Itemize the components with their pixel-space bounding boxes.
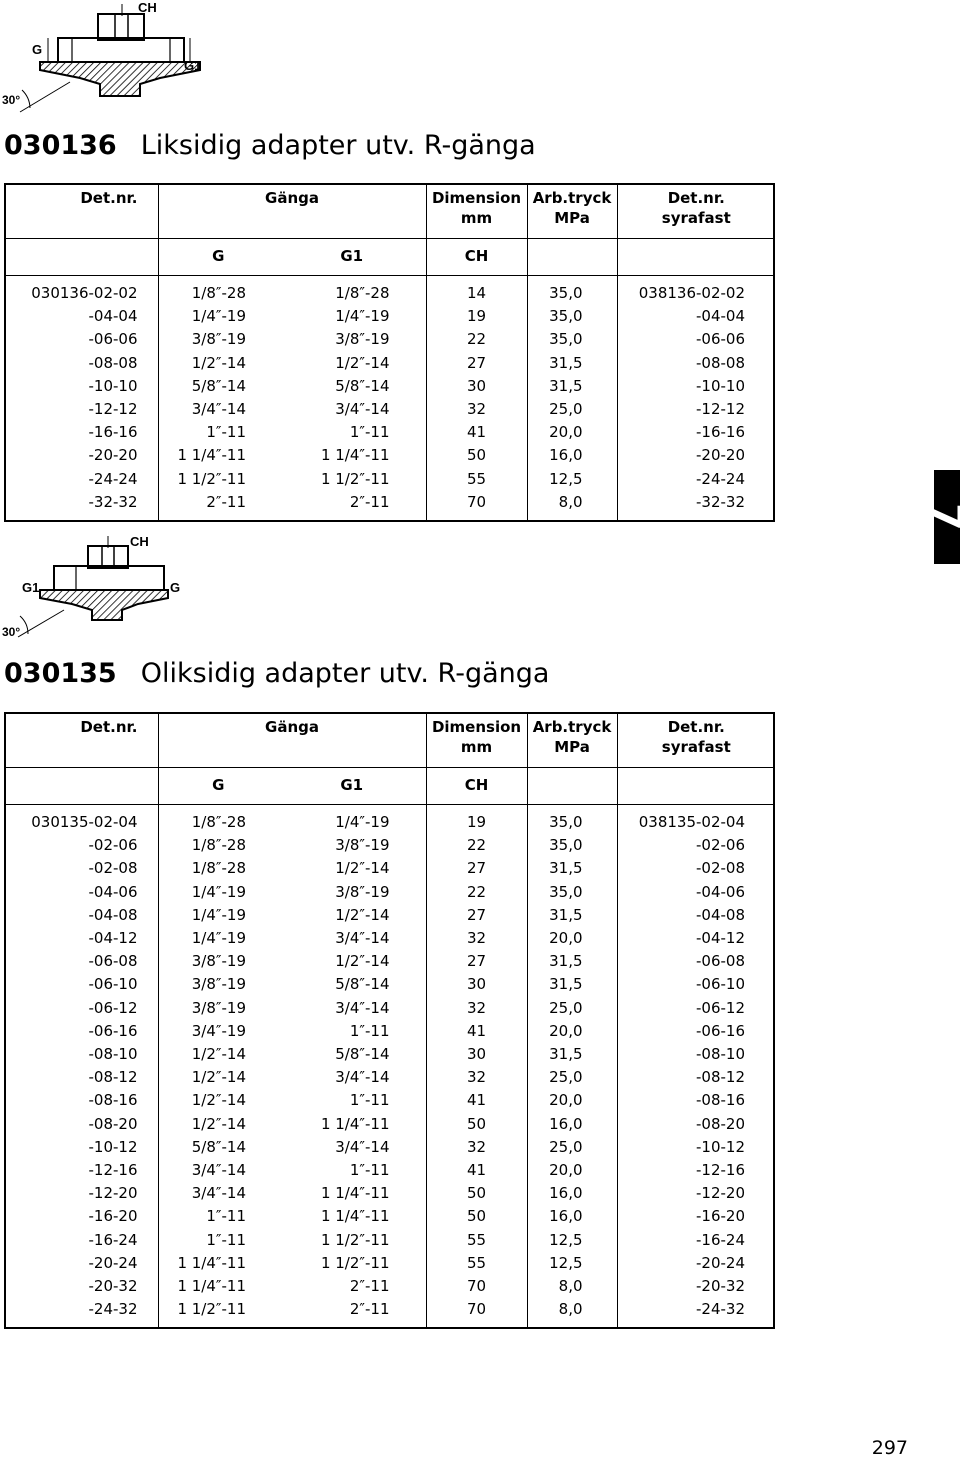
cell-detnr: -06-16 [6, 1020, 158, 1043]
cell-g1: 3/4″-14 [278, 1136, 426, 1159]
subheader-ch: CH [426, 768, 527, 805]
cell-g1: 1″-11 [278, 421, 426, 444]
cell-detnr-syrafast: 038135-02-04 [638, 813, 746, 831]
cell-ch: 50 [426, 1205, 527, 1228]
cell-arbtryck: 8,0 [527, 491, 617, 514]
cell-g1: 1/2″-14 [278, 904, 426, 927]
table-row [6, 1205, 775, 1228]
table-row [6, 328, 775, 351]
table-030136 [4, 183, 775, 522]
section-title-030135 [4, 658, 549, 689]
section-code: 030135 [4, 658, 117, 689]
cell-detnr: -04-08 [6, 904, 158, 927]
cell-g1: 2″-11 [278, 1298, 426, 1321]
cell-g: 1 1/4″-11 [177, 446, 246, 465]
cell-detnr-syrafast: -16-16 [696, 423, 746, 442]
cell-g1: 1 1/4″-11 [278, 444, 426, 467]
cell-g: 3/8″-19 [191, 330, 246, 349]
header-dimension: Dimension mm [426, 714, 527, 768]
g1-label: G1 [22, 580, 40, 595]
table-row [6, 491, 775, 514]
cell-detnr: -20-20 [6, 444, 158, 467]
cell-detnr-syrafast: -10-10 [696, 376, 746, 395]
cell-arbtryck: 25,0 [527, 1066, 617, 1089]
cell-detnr-syrafast: -12-20 [696, 1184, 746, 1203]
cell-ch: 19 [426, 305, 527, 328]
ch-label: CH [130, 534, 149, 549]
cell-arbtryck: 20,0 [527, 1089, 617, 1112]
cell-g: 1″-11 [206, 1207, 246, 1226]
section-name: Oliksidig adapter utv. R-gänga [140, 658, 550, 689]
g1-label: G1 [184, 58, 202, 73]
cell-g1: 1″-11 [278, 1089, 426, 1112]
header-detnr: Det.nr. [6, 185, 158, 239]
cell-arbtryck: 31,5 [527, 1043, 617, 1066]
cell-ch: 41 [426, 1159, 527, 1182]
cell-ch: 50 [426, 1182, 527, 1205]
cell-g: 1/4″-19 [191, 929, 246, 948]
cell-ch: 70 [426, 1275, 527, 1298]
cell-g1: 1 1/4″-11 [278, 1113, 426, 1136]
cell-ch: 30 [426, 375, 527, 398]
cell-detnr: -06-08 [6, 950, 158, 973]
cell-detnr-syrafast: -32-32 [696, 492, 746, 511]
cell-g1: 2″-11 [278, 491, 426, 514]
section-name: Liksidig adapter utv. R-gänga [140, 130, 536, 161]
cell-arbtryck: 12,5 [527, 468, 617, 491]
cell-detnr: -08-16 [6, 1089, 158, 1112]
cell-g1: 3/8″-19 [278, 328, 426, 351]
cell-arbtryck: 12,5 [527, 1252, 617, 1275]
cell-g: 5/8″-14 [191, 376, 246, 395]
header-ganga: Gänga [158, 714, 426, 768]
cell-ch: 19 [426, 811, 527, 834]
cell-g: 1/8″-28 [191, 284, 246, 302]
cell-detnr: -04-06 [6, 881, 158, 904]
cell-arbtryck: 35,0 [527, 811, 617, 834]
cell-arbtryck: 20,0 [527, 1159, 617, 1182]
cell-detnr-syrafast: -04-12 [696, 929, 746, 948]
subheader-g: G [158, 239, 278, 276]
cell-detnr: -32-32 [6, 491, 158, 514]
table-row [6, 444, 775, 467]
cell-g: 1/2″-14 [191, 1045, 246, 1064]
cell-ch: 55 [426, 1252, 527, 1275]
table-row [6, 973, 775, 996]
cell-arbtryck: 16,0 [527, 1205, 617, 1228]
cell-arbtryck: 35,0 [527, 834, 617, 857]
cell-arbtryck: 31,5 [527, 950, 617, 973]
table-row [6, 857, 775, 880]
cell-arbtryck: 12,5 [527, 1229, 617, 1252]
cell-detnr: -16-24 [6, 1229, 158, 1252]
cell-ch: 70 [426, 491, 527, 514]
cell-arbtryck: 31,5 [527, 352, 617, 375]
cell-g: 3/8″-19 [191, 975, 246, 994]
cell-detnr-syrafast: -04-08 [696, 905, 746, 924]
cell-detnr-syrafast: -16-20 [696, 1207, 746, 1226]
table-row [6, 1229, 775, 1252]
cell-arbtryck: 31,5 [527, 904, 617, 927]
table-row [6, 375, 775, 398]
cell-detnr-syrafast: -16-24 [696, 1230, 746, 1249]
cell-detnr-syrafast: -20-32 [696, 1277, 746, 1296]
ch-label: CH [138, 0, 157, 15]
cell-g1: 3/8″-19 [278, 834, 426, 857]
cell-g: 1 1/2″-11 [177, 1300, 246, 1319]
cell-g: 3/4″-14 [191, 1184, 246, 1203]
cell-ch: 32 [426, 1066, 527, 1089]
cell-detnr-syrafast: -08-16 [696, 1091, 746, 1110]
cell-detnr: -24-24 [6, 468, 158, 491]
cell-detnr: -08-20 [6, 1113, 158, 1136]
cell-g1: 2″-11 [278, 1275, 426, 1298]
cell-ch: 55 [426, 1229, 527, 1252]
cell-arbtryck: 20,0 [527, 927, 617, 950]
cell-g1: 1/2″-14 [278, 857, 426, 880]
adapter-drawing-030135 [0, 532, 180, 642]
cell-detnr-syrafast: -24-24 [696, 469, 746, 488]
cell-g1: 1 1/4″-11 [278, 1205, 426, 1228]
cell-ch: 22 [426, 834, 527, 857]
table-row [6, 1113, 775, 1136]
header-arbtryck: Arb.tryck MPa [527, 714, 617, 768]
table-row [6, 305, 775, 328]
cell-g: 1/4″-19 [191, 307, 246, 326]
cell-detnr: 030135-02-04 [6, 811, 158, 834]
cell-detnr-syrafast: -08-10 [696, 1045, 746, 1064]
cell-detnr: -06-06 [6, 328, 158, 351]
header-detnr-syrafast: Det.nr. syrafast [661, 718, 731, 756]
cell-arbtryck: 25,0 [527, 398, 617, 421]
cell-g: 1 1/4″-11 [177, 1253, 246, 1272]
cell-g1: 5/8″-14 [278, 1043, 426, 1066]
cell-detnr: -08-12 [6, 1066, 158, 1089]
table-030135 [4, 712, 775, 1329]
cell-detnr: -04-04 [6, 305, 158, 328]
table-row [6, 927, 775, 950]
cell-detnr-syrafast: -12-16 [696, 1161, 746, 1180]
table-row [6, 811, 775, 834]
cell-arbtryck: 25,0 [527, 1136, 617, 1159]
table-row [6, 997, 775, 1020]
cell-g: 1/2″-14 [191, 353, 246, 372]
cell-g: 1/8″-28 [191, 859, 246, 878]
cell-ch: 70 [426, 1298, 527, 1321]
cell-arbtryck: 16,0 [527, 444, 617, 467]
cell-ch: 27 [426, 904, 527, 927]
cell-detnr: -12-16 [6, 1159, 158, 1182]
chapter-tab: 7 [934, 470, 960, 564]
cell-arbtryck: 35,0 [527, 282, 617, 305]
cell-g: 1/4″-19 [191, 905, 246, 924]
cell-detnr-syrafast: -12-12 [696, 400, 746, 419]
cell-g: 1/2″-14 [191, 1068, 246, 1087]
cell-g: 1/2″-14 [191, 1091, 246, 1110]
header-ganga: Gänga [158, 185, 426, 239]
cell-g: 1/2″-14 [191, 1114, 246, 1133]
cell-detnr-syrafast: -10-12 [696, 1137, 746, 1156]
cell-detnr: -06-12 [6, 997, 158, 1020]
subheader-ch: CH [426, 239, 527, 276]
cell-detnr: -10-12 [6, 1136, 158, 1159]
cell-g1: 1/2″-14 [278, 352, 426, 375]
cell-detnr: -10-10 [6, 375, 158, 398]
cell-detnr: -20-24 [6, 1252, 158, 1275]
cell-ch: 41 [426, 421, 527, 444]
cell-g: 3/4″-14 [191, 400, 246, 419]
cell-detnr: -08-08 [6, 352, 158, 375]
cell-detnr-syrafast: -06-16 [696, 1021, 746, 1040]
cell-ch: 27 [426, 352, 527, 375]
cell-g: 1/8″-28 [191, 813, 246, 831]
cell-ch: 14 [426, 282, 527, 305]
cell-g: 2″-11 [206, 492, 246, 511]
table-row [6, 468, 775, 491]
header-detnr-syrafast: Det.nr. syrafast [661, 189, 731, 227]
cell-ch: 41 [426, 1020, 527, 1043]
cell-g1: 3/4″-14 [278, 398, 426, 421]
cell-g1: 1″-11 [278, 1159, 426, 1182]
cell-detnr-syrafast: -24-32 [696, 1300, 746, 1319]
cell-ch: 32 [426, 997, 527, 1020]
cell-arbtryck: 20,0 [527, 421, 617, 444]
cell-arbtryck: 31,5 [527, 973, 617, 996]
cell-g1: 1 1/2″-11 [278, 1229, 426, 1252]
table-row [6, 904, 775, 927]
cell-g1: 3/4″-14 [278, 927, 426, 950]
cell-detnr: -12-12 [6, 398, 158, 421]
cell-detnr: -08-10 [6, 1043, 158, 1066]
cell-detnr-syrafast: -04-04 [696, 307, 746, 326]
cell-g: 1/4″-19 [191, 882, 246, 901]
cell-arbtryck: 35,0 [527, 881, 617, 904]
g-label: G [32, 42, 43, 57]
cell-arbtryck: 35,0 [527, 328, 617, 351]
cell-arbtryck: 8,0 [527, 1298, 617, 1321]
header-arbtryck: Arb.tryck MPa [527, 185, 617, 239]
angle-label: 30° [2, 93, 21, 107]
cell-ch: 50 [426, 1113, 527, 1136]
cell-ch: 27 [426, 950, 527, 973]
cell-ch: 32 [426, 1136, 527, 1159]
cell-g1: 1/8″-28 [278, 282, 426, 305]
cell-g1: 1 1/2″-11 [278, 468, 426, 491]
cell-g1: 1 1/4″-11 [278, 1182, 426, 1205]
cell-detnr-syrafast: -06-06 [696, 330, 746, 349]
table-row [6, 1066, 775, 1089]
table-row [6, 421, 775, 444]
table-row [6, 1020, 775, 1043]
cell-ch: 30 [426, 1043, 527, 1066]
table-row [6, 1182, 775, 1205]
section-code: 030136 [4, 130, 117, 161]
cell-g: 1 1/2″-11 [177, 469, 246, 488]
cell-detnr-syrafast: 038136-02-02 [638, 284, 746, 302]
page-number: 297 [871, 1437, 908, 1459]
header-dimension: Dimension mm [426, 185, 527, 239]
cell-detnr-syrafast: -20-20 [696, 446, 746, 465]
cell-g1: 3/4″-14 [278, 997, 426, 1020]
subheader-g: G [158, 768, 278, 805]
cell-g: 1″-11 [206, 423, 246, 442]
cell-g1: 1/2″-14 [278, 950, 426, 973]
cell-ch: 41 [426, 1089, 527, 1112]
cell-arbtryck: 20,0 [527, 1020, 617, 1043]
subheader-g1: G1 [278, 768, 426, 805]
cell-g1: 1/4″-19 [278, 305, 426, 328]
cell-detnr: -02-06 [6, 834, 158, 857]
angle-label: 30° [2, 625, 21, 639]
cell-g: 3/4″-19 [191, 1021, 246, 1040]
cell-detnr: -16-16 [6, 421, 158, 444]
cell-g1: 1/4″-19 [278, 811, 426, 834]
cell-g1: 5/8″-14 [278, 375, 426, 398]
table-row [6, 950, 775, 973]
cell-detnr-syrafast: -06-08 [696, 952, 746, 971]
cell-arbtryck: 31,5 [527, 375, 617, 398]
cell-g1: 3/4″-14 [278, 1066, 426, 1089]
cell-detnr-syrafast: -02-08 [696, 859, 746, 878]
table-row [6, 398, 775, 421]
cell-detnr-syrafast: -06-10 [696, 975, 746, 994]
table-row [6, 282, 775, 305]
cell-detnr: -24-32 [6, 1298, 158, 1321]
cell-g: 1/8″-28 [191, 836, 246, 855]
cell-arbtryck: 16,0 [527, 1113, 617, 1136]
table-row [6, 1275, 775, 1298]
cell-g: 5/8″-14 [191, 1137, 246, 1156]
cell-ch: 32 [426, 398, 527, 421]
cell-arbtryck: 31,5 [527, 857, 617, 880]
cell-detnr-syrafast: -02-06 [696, 836, 746, 855]
cell-g1: 1 1/2″-11 [278, 1252, 426, 1275]
cell-detnr: -04-12 [6, 927, 158, 950]
table-row [6, 1298, 775, 1321]
table-row [6, 352, 775, 375]
cell-ch: 22 [426, 881, 527, 904]
table-row [6, 1043, 775, 1066]
cell-detnr: -12-20 [6, 1182, 158, 1205]
table-row [6, 1089, 775, 1112]
header-detnr: Det.nr. [6, 714, 158, 768]
table-row [6, 1159, 775, 1182]
table-row [6, 881, 775, 904]
cell-detnr-syrafast: -08-12 [696, 1068, 746, 1087]
cell-detnr: -16-20 [6, 1205, 158, 1228]
cell-ch: 30 [426, 973, 527, 996]
cell-g1: 1″-11 [278, 1020, 426, 1043]
cell-detnr-syrafast: -06-12 [696, 998, 746, 1017]
cell-ch: 50 [426, 444, 527, 467]
cell-g: 3/8″-19 [191, 998, 246, 1017]
cell-detnr: -02-08 [6, 857, 158, 880]
cell-detnr-syrafast: -04-06 [696, 882, 746, 901]
cell-arbtryck: 16,0 [527, 1182, 617, 1205]
table-row [6, 1136, 775, 1159]
cell-arbtryck: 8,0 [527, 1275, 617, 1298]
cell-ch: 27 [426, 857, 527, 880]
cell-detnr: -06-10 [6, 973, 158, 996]
cell-g: 1″-11 [206, 1230, 246, 1249]
adapter-drawing-030136 [0, 0, 220, 115]
cell-g: 1 1/4″-11 [177, 1277, 246, 1296]
cell-ch: 55 [426, 468, 527, 491]
cell-g: 3/8″-19 [191, 952, 246, 971]
cell-arbtryck: 25,0 [527, 997, 617, 1020]
g-label: G [170, 580, 181, 595]
cell-detnr: 030136-02-02 [6, 282, 158, 305]
table-row [6, 834, 775, 857]
cell-g1: 3/8″-19 [278, 881, 426, 904]
table-row [6, 1252, 775, 1275]
cell-detnr-syrafast: -08-08 [696, 353, 746, 372]
cell-g: 3/4″-14 [191, 1161, 246, 1180]
cell-detnr: -20-32 [6, 1275, 158, 1298]
cell-detnr-syrafast: -08-20 [696, 1114, 746, 1133]
cell-arbtryck: 35,0 [527, 305, 617, 328]
cell-ch: 22 [426, 328, 527, 351]
cell-g1: 5/8″-14 [278, 973, 426, 996]
subheader-g1: G1 [278, 239, 426, 276]
cell-detnr-syrafast: -20-24 [696, 1253, 746, 1272]
section-title-030136 [4, 130, 536, 161]
cell-ch: 32 [426, 927, 527, 950]
